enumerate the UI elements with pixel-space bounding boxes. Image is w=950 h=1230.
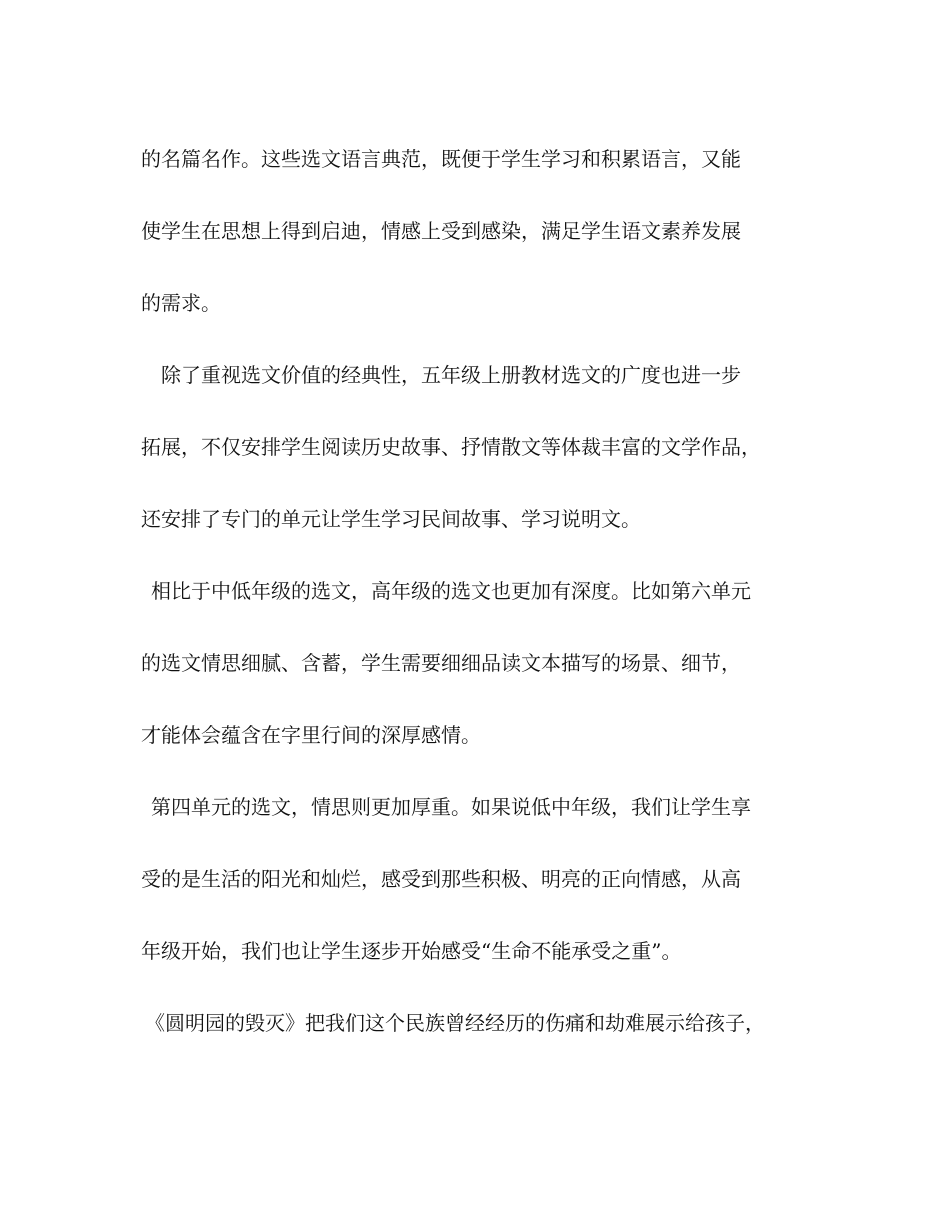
text-line: 的名篇名作。这些选文语言典范，既便于学生学习和积累语言，又能 [141, 147, 741, 171]
text-line: 除了重视选文价值的经典性，五年级上册教材选文的广度也进一步 [161, 363, 741, 387]
text-line: 的需求。 [141, 291, 221, 315]
text-line: 年级开始，我们也让学生逐步开始感受“生命不能承受之重”。 [141, 939, 682, 963]
text-line: 第四单元的选文，情思则更加厚重。如果说低中年级，我们让学生享 [151, 795, 751, 819]
text-line: 受的是生活的阳光和灿烂，感受到那些积极、明亮的正向情感，从高 [141, 867, 741, 891]
text-line: 相比于中低年级的选文，高年级的选文也更加有深度。比如第六单元 [151, 579, 751, 603]
text-line: 《圆明园的毁灭》把我们这个民族曾经经历的伤痛和劫难展示给孩子， [145, 1011, 765, 1035]
text-line: 使学生在思想上得到启迪，情感上受到感染，满足学生语文素养发展 [141, 219, 741, 243]
text-line: 还安排了专门的单元让学生学习民间故事、学习说明文。 [141, 507, 641, 531]
text-line: 拓展，不仅安排学生阅读历史故事、抒情散文等体裁丰富的文学作品， [141, 435, 761, 459]
text-line: 才能体会蕴含在字里行间的深厚感情。 [141, 723, 481, 747]
text-line: 的选文情思细腻、含蓄，学生需要细细品读文本描写的场景、细节， [141, 651, 741, 675]
